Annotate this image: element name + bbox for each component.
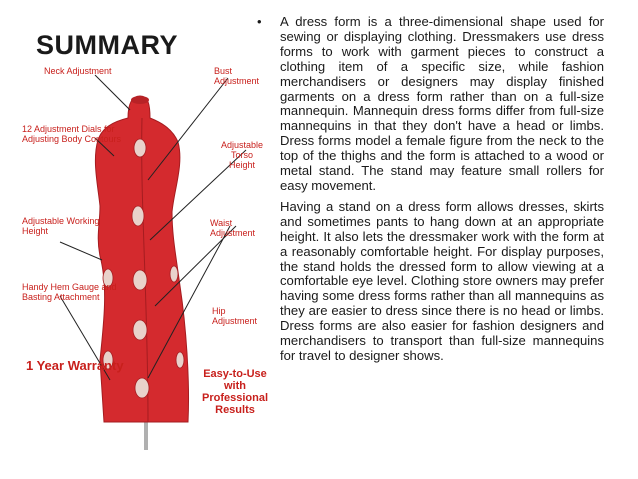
label-waist-adjustment: Waist Adjustment (210, 218, 256, 238)
dial (132, 206, 144, 226)
label-neck-adjustment: Neck Adjustment (44, 66, 112, 76)
bullet-text: A dress form is a three-dimensional shape used for sewing or displaying clothing. Dressmakers use dress forms to work with garment pieces to construct a clothing item of a specific size, while fashion merchandisers or designers may display finished garments on a dress form rather than on a full-size mannequin. Mannequin dress forms differ from full-size mannequins in that they don't have a head or limbs. Dress forms model a female figure from the neck to the top of the thighs and the form is attached to a wood or metal stand. The stand may feature small rollers for easy movement. (280, 14, 604, 193)
dial (134, 139, 146, 157)
dial (135, 378, 149, 398)
bullet-item (254, 200, 604, 364)
summary-bullets (254, 15, 604, 370)
bullet-text: Having a stand on a dress form allows dresses, skirts and sometimes pants to hang down at an appropriate height. It also lets the dressmaker work with the form at a reasonably comfortable height. For display purposes, the stand holds the dressed form to allow viewing at a comfortable eye level. Clothing store owners may prefer having some dress forms rather than all mannequins as they are easier to dress since there is no head or limbs. Dress forms are also easier for fashion designers and merchandisers to transport than full-size mannequins for travel to designer shows. (280, 198, 604, 363)
label-hip-adjustment: Hip Adjustment (212, 306, 258, 326)
stand-pole (144, 420, 148, 450)
label-easy-to-use: Easy-to-Use with Professional Results (201, 368, 269, 416)
dial (170, 266, 178, 282)
dress-form-figure (0, 60, 270, 465)
label-hem-gauge: Handy Hem Gauge and Basting Attachment (22, 282, 117, 302)
label-adjustment-dials: 12 Adjustment Dials for Adjusting Body Contours (22, 124, 122, 144)
label-adjustable-torso: Adjustable Torso Height (220, 140, 264, 170)
slide-title: SUMMARY (36, 30, 178, 60)
dial (176, 352, 184, 368)
dial (133, 320, 147, 340)
label-adjustable-working: Adjustable Working Height (22, 216, 100, 236)
label-warranty: 1 Year Warranty (26, 358, 124, 373)
bullet-dot: • (257, 14, 262, 29)
label-bust-adjustment: Bust Adjustment (214, 66, 260, 86)
bullet-item (254, 15, 604, 194)
dial (133, 270, 147, 290)
